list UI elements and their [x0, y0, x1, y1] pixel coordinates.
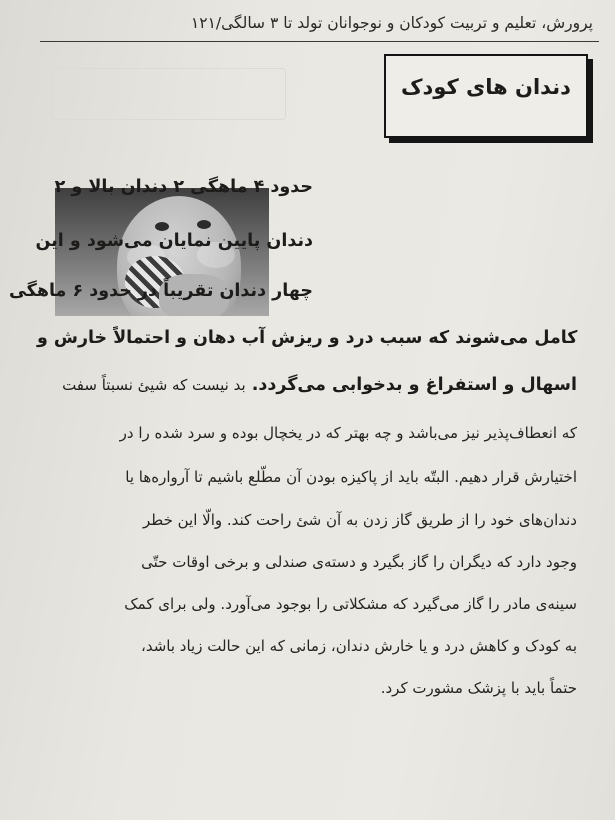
text-line-5 — [62, 375, 577, 395]
bleed-through-box — [52, 68, 286, 120]
text-line-5-regular: بد نیست که شیئ نسبتاً سفت — [62, 376, 246, 394]
text-line-8: دندان‌های خود را از طریق گاز زدن به آن شئ راحت کند. والّا این خطر — [143, 511, 577, 529]
section-title: دندان های کودک — [384, 54, 588, 138]
eye-icon — [155, 222, 169, 231]
header-rule — [40, 41, 599, 42]
text-line-12: حتماً باید با پزشک مشورت کرد. — [380, 679, 577, 697]
eye-icon — [197, 220, 211, 229]
text-line-4: کامل می‌شوند که سبب درد و ریزش آب دهان و احتمالاً خارش و — [36, 328, 577, 348]
text-line-7: اختیارش قرار دهیم. البتّه باید از پاکیزه بودن آن مطّلع باشیم تا آرواره‌ها یا — [125, 468, 577, 486]
text-line-2: دندان پایین نمایان می‌شود و این — [35, 231, 313, 251]
running-header: پرورش، تعلیم و تربیت کودکان و نوجوانان تولد تا ۳ سالگی/۱۲۱ — [190, 14, 593, 32]
text-line-5-bold: اسهال و استفراغ و بدخوابی می‌گردد. — [251, 375, 577, 395]
text-line-1: حدود ۴ ماهگی ۲ دندان بالا و ۲ — [54, 177, 313, 197]
text-line-3: چهار دندان تقریباً در حدود ۶ ماهگی — [8, 281, 313, 301]
text-line-6: که انعطاف‌پذیر نیز می‌باشد و چه بهتر که در یخچال بوده و سرد شده را در — [119, 424, 577, 442]
text-line-10: سینه‌ی مادر را گاز می‌گیرد که مشکلاتی را بوجود می‌آورد. ولی برای کمک — [124, 595, 577, 613]
text-line-9: وجود دارد که دیگران را گاز بگیرد و دسته‌ی صندلی و برخی اوقات حتّی — [141, 553, 577, 571]
text-line-11: به کودک و کاهش درد و یا خارش دندان، زمانی که این حالت زیاد باشد، — [140, 637, 577, 655]
